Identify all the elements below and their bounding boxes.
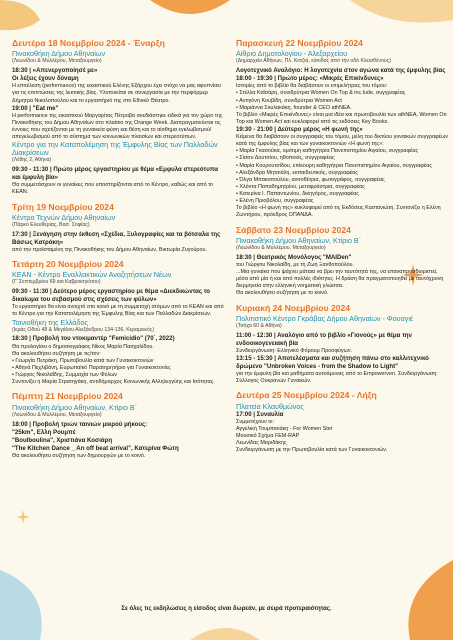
day-heading: Παρασκευή 22 Νοεμβρίου 2024 [236, 38, 363, 48]
event-text: από την προϊσταμένη της Πινακοθήκης του Δήμου Αθηναίων, Βικτωρία Ζυγούρου. [12, 246, 207, 253]
event-text: • Σίσσυ Δουτσίου, ηθοποιός, συγγραφέας [236, 155, 335, 162]
event-title: 18:30 | Προβολή του ντοκιμαντέρ "Femicidio" (70΄, 2022) [12, 335, 175, 343]
leaf-decoration-bottom-right [380, 560, 453, 640]
day-heading: Πέμπτη 21 Νοεμβρίου 2024 [12, 391, 123, 402]
venue-name: ΚΕΑΝ - Κέντρο Εναλλακτικών Αναζητήσεων Νέων [12, 270, 172, 280]
venue-address: (Πάρκο Ελευθερίας, Βασ. Σοφίας) [12, 221, 90, 228]
program-column-right [236, 36, 448, 454]
venue-name: Πινακοθήκη Δήμου Αθηναίων, Κτίριο Β΄ [236, 235, 362, 245]
event-title: 19:00 | "Eat me" [12, 104, 59, 112]
event-text: Ιστορίες από το βιβλίο θα διαβάσουν οι επιμελήτριες του τόμου: [236, 83, 388, 90]
spacer [12, 254, 226, 257]
spacer [236, 385, 448, 388]
leaf-decoration-top-left [0, 0, 60, 40]
day-heading: Τετάρτη 20 Νοεμβρίου 2024 [12, 258, 124, 269]
spacer [236, 220, 448, 223]
event-text: ...Μια γυναίκα που ψάχνει μάταια να βρει την ταυτότητά της, να επαναπροσδιοριστεί, μέσα από μία ή και από πολλές ιδιότητες. Η δράση θα πραγματοποιηθεί με ταυτόχρονη διερμηνεία στην ελληνική νοηματική γλώσσα. [236, 269, 444, 290]
event-text: • Χλόντα Παπαδημητρίου, μεταφράστρια, συγγραφέας [236, 183, 365, 190]
event-text: • Γεωργία Πετράκη, Πρωτοβουλία κατά των Γυναικοκτονιών [12, 357, 154, 364]
event-text: Θα ακολουθήσει συζήτηση των δημιουργών με το κοινό. [12, 452, 146, 459]
event-title: 09:30 - 11:30 | Πρώτο μέρος εργαστηρίου με θέμα «Εμφυλα στερεότυπα και έμφυλη βία» [12, 166, 218, 182]
event-text: Κείμενα θα διαβάσουν οι συγγραφείς του τόμου, μέλη του δικτύου γυναικών συγγραφέων κατά της έμφυλης βίας και των γυναικοκτονιών «Η φωνή της»: [236, 134, 448, 148]
free-entry-footer: Σε όλες τις εκδηλώσεις η είσοδος είναι δωρεάν, με σειρά προτεραιότητας. [121, 606, 332, 612]
event-text: Συνδιοργάνωση: Ελληνικό Φόρουμ Προσφύγων. [236, 347, 353, 354]
venue-name: Αίθριο Δημοτολογίου - Αλεξαρχείου [236, 49, 348, 59]
event-text: • Μαρία Κουρουτσίδου, επίκουρη καθηγήτρια Πανεπιστημίου Αιγαίου, συγγραφέας [236, 162, 432, 169]
spacer [12, 386, 226, 389]
event-text: για την έμφυλη βία και μαθήματα αυτοάμυνας από το Empowerven. Συνδιοργάνωση: Σύλλογος Ουκρανών Γυναικών. [236, 371, 438, 385]
venue-name: Πινακοθήκη Δήμου Αθηναίων [12, 49, 106, 59]
venue-name: Ταινιοθήκη της Ελλάδος [12, 317, 88, 327]
venue-address: (Δημαρχείο Αθήνων, Πλ. Κοτζιά, είσοδος από την οδό Κλεισθένους) [236, 58, 391, 65]
day-heading: Δευτέρα 25 Νοεμβρίου 2024 - Λήξη [236, 390, 377, 401]
event-title: 18:00 - 19:30 | Πρώτο μέρος: «Μικρές Επικίνδυνες» [236, 75, 384, 83]
day-heading: Δευτέρα 18 Νοεμβρίου 2024 - Έναρξη [12, 38, 165, 48]
leaf-decoration-top-right [330, 0, 453, 34]
venue-name: Πολιτιστικό Κέντρο Γκράβας Δήμου Αθηναίων - Φουαγιέ [236, 313, 414, 323]
event-text: • Ελένη Πριοβόλου, συγγραφέας [236, 198, 314, 205]
event-title: 18:30 | Θεατρικός Μονόλογος "MAIDen" [236, 253, 352, 261]
event-text: • Μαρία Γκασούκα, ομότιμη καθηγήτρια Πανεπιστημίου Αιγαίου, συγγραφέας [236, 148, 419, 155]
day-heading: Κυριακή 24 Νοεμβρίου 2024 [236, 302, 351, 313]
event-text: του Γιώργου Νικολαΐδη, με τη Ζωή Ξανθοπούλου. [236, 261, 354, 268]
event-text: Θα προλογίσει ο δημοσιογράφος Νίκος Μαρία Πασχαλίδου. [12, 343, 154, 350]
event-text: Συμμετέχουν οι: [236, 418, 274, 425]
event-text: • Αθηνά Πεχλιβάνη, Ευρωπαϊκό Παρατηρητήριο για Γυναικοκτονίες [12, 364, 171, 371]
event-text: Θα ακολουθήσει συζήτηση με το κοινό. [236, 290, 329, 297]
venue-address: (Γ' Σεπτεμβρίου 69 και Καβροκηνύτου) [12, 279, 101, 286]
venue-name: Πλατεία Κλαυθμώνος [236, 401, 304, 411]
event-title: "The Kitchen Dance _ An off beat arrival", Κατερίνα Φώτη [12, 444, 179, 452]
event-text: • Κατερίνα Ι. Παπαντωνίου, δικηγόρος, συγγραφέας [236, 191, 359, 198]
event-title: 18:30 | «Απενεργοποίησέ με» [12, 67, 98, 75]
event-text: Η επιτέλεση (performance) της εικαστικού Ελένης Εξάρχου έχει στόχο να μας αφυπνίσει για τις επιπτώσεις της λεκτικής βίας. Υλοποιείται σε συνεργασία με την περφόρμερ Δήμητρα Νικολοπούλου και το εργαστήριό της στο Εθνικό Θέατρο. [12, 83, 222, 104]
event-title: Οι λέξεις έχουν δύναμη [12, 75, 79, 83]
venue-name: Πινακοθήκη Δήμου Αθηναίων, Κτίριο Β΄ [12, 402, 138, 412]
event-title: 17:30 | Ξενάγηση στην έκθεση «Σχέδια, Ξυλογραφίες και τα βότσαλα της Βάσως Κατράκη» [12, 230, 221, 246]
venue-address: (Λεωνίδου & Μυλλέρου, Μεταξουργείο) [12, 411, 102, 418]
event-text: Θα ακολουθήσει συζήτηση με τις/τον: [12, 350, 101, 357]
leaf-decoration-top-center [150, 0, 230, 30]
day-heading: Τρίτη 19 Νοεμβρίου 2024 [12, 201, 114, 212]
event-title: 11:00 - 12:30 | Αναλόγιο από το βιβλίο «Γιονούς» με θέμα την ενδοοικογενειακή βία [236, 331, 412, 347]
event-title: 09:30 - 11:30 | Δεύτερο μέρος εργαστηρίου με θέμα «Διεκδικώντας το δικαίωμα του σεβασμού στις σχέσεις των φύλων» [12, 288, 211, 304]
event-text: Αγγελική Τουμπανάκη - For Women Stet [236, 425, 333, 432]
venue-address: (Τσόχα 60 & Αθήνα) [236, 322, 282, 329]
event-title: "Boulboulina", Χριστιάνα Κοσιάρη [12, 436, 113, 444]
venue-name: Κέντρο για την Καταπολέμηση της Έμφυλης Βίας των Παλλαδών Διακρίσεων [12, 140, 218, 158]
event-title: Λογοτεχνικό Αναλόγιο: Η λογοτεχνία στον αγώνα κατά της έμφυλης βίας [236, 67, 446, 75]
event-text: Μουσικό Σχήμα FEM-RAP [236, 432, 300, 439]
event-title: "25km", Ελλη Ρουμπέ [12, 428, 76, 436]
venue-address: (Λεωνίδου & Μυλλέρου, Μεταξουργείο) [236, 245, 326, 252]
event-text: Το εργαστήριο θα είναι ανοιχτό στο κοινό με τη συμμετοχή ατόμων από το ΚΕΑΝ και από το Κέντρο για την Καταπολέμηση της Έμφυλης Βίας και των Παλλαδών Διακρίσεων. [12, 304, 224, 318]
event-text: • Αλεξάνδρα Μητσιάλη, εκπαιδευτικός, συγγραφέας [236, 169, 358, 176]
event-text: Η performance της εικαστικού Μαργαρίτας Πέτροβα σκεδιάστηκε ειδικά για τον χώρο της Πινακοθήκης του Δήμου Αθηναίων στο πλαίσιο της Orange Week. Διαπραγματεύεται τις έννοιες που σχετίζονται με τη γυναικεία φύση και θέση και το αίσθημα εγκλωβισμού/απεγκλωβισμού από το σύστημα των κοινωνικών πλαισίων και στερεοτύπων. [12, 112, 223, 141]
event-text: • Στέλλα Καΐσάρη, συνιδρύτρια Women On Top & inc.lude, συγγραφέας [236, 90, 406, 97]
event-text: Συντονίζει η Μαρία Στρατηγάκη, αντιδήμαρχος Κοινωνικής Αλληλεγγύης και Ισότητας. [12, 379, 215, 386]
event-text: Συνδιοργάνωση με την Πρωτοβουλία κατά των Γυναικοκτονιών. [236, 447, 388, 454]
event-text: • Γιώργος Νικολαΐδης, Συμμαχία των Φύλων [12, 372, 117, 379]
program-column-left [12, 36, 226, 460]
event-title: 17:00 | Συναυλία [236, 410, 284, 418]
venue-address: (Λεωνίδου & Μυλλέρου, Μεταξουργείο) [12, 58, 102, 65]
event-text: • Αντιγόνη Κουβίδη, συνιδρύτρια Women Act [236, 97, 342, 104]
event-text: Λεωνίδας Μαριδάκης [236, 440, 287, 447]
venue-address: (Ιεράς Οδού 48 & Μεγάλου Αλεξάνδρου 134-136, Κεραμεικός) [12, 326, 155, 333]
leaf-decoration-bottom-left [0, 560, 70, 640]
event-text: • Μαριάννα Σκυλακάκη, founder & CEO athNEA. [236, 104, 352, 111]
event-text: Το βιβλίο «Μικρές Επικίνδυνες» είναι μια ιδέα και πρωτοβουλία των athNEA, Women On Top και Women Act και κυκλοφορεί από τις εκδόσεις Key Books. [236, 111, 447, 125]
event-text: Θα συμμετάσχουν οι γυναίκες που υποστηρίζονται από το Κέντρο, καθώς και από το ΚΕΑΝ. [12, 182, 214, 196]
venue-name: Κέντρο Τεχνών Δήμου Αθηναίων [12, 212, 116, 222]
spacer [236, 298, 448, 301]
event-text: • Όλγα Μπακοπούλου, ανιτοθέτρια, φωτογράφος, συγγραφέας [236, 176, 385, 183]
event-title: 18:00 | Προβολή τριών ταινιών μικρού μήκους: [12, 420, 148, 428]
venue-address: (Λέθης 2, Αθήνα) [12, 157, 52, 164]
day-heading: Σάββατο 23 Νοεμβρίου 2024 [236, 224, 351, 235]
leaf-decoration-bottom-center [190, 616, 260, 640]
spacer [12, 197, 226, 200]
event-title: 19:30 - 21:00 | Δεύτερο μέρος «Η φωνή της» [236, 126, 363, 134]
event-text: Το βιβλίο «Η φωνή της» κυκλοφορεί από τις Εκδόσεις Καστανιώτη. Συντονίζει η Ελένη Ζωντήρου, πρόεδρος ΟΠΑΝΔΑ. [236, 205, 441, 219]
star-decoration [16, 510, 30, 524]
event-title: 13:15 - 15:30 | Αποτελέσματα και συζήτηση πάνω στο καλλιτεχνικό δρώμενο "Unbroken Voices - from the Shadow to Light" [236, 354, 429, 371]
